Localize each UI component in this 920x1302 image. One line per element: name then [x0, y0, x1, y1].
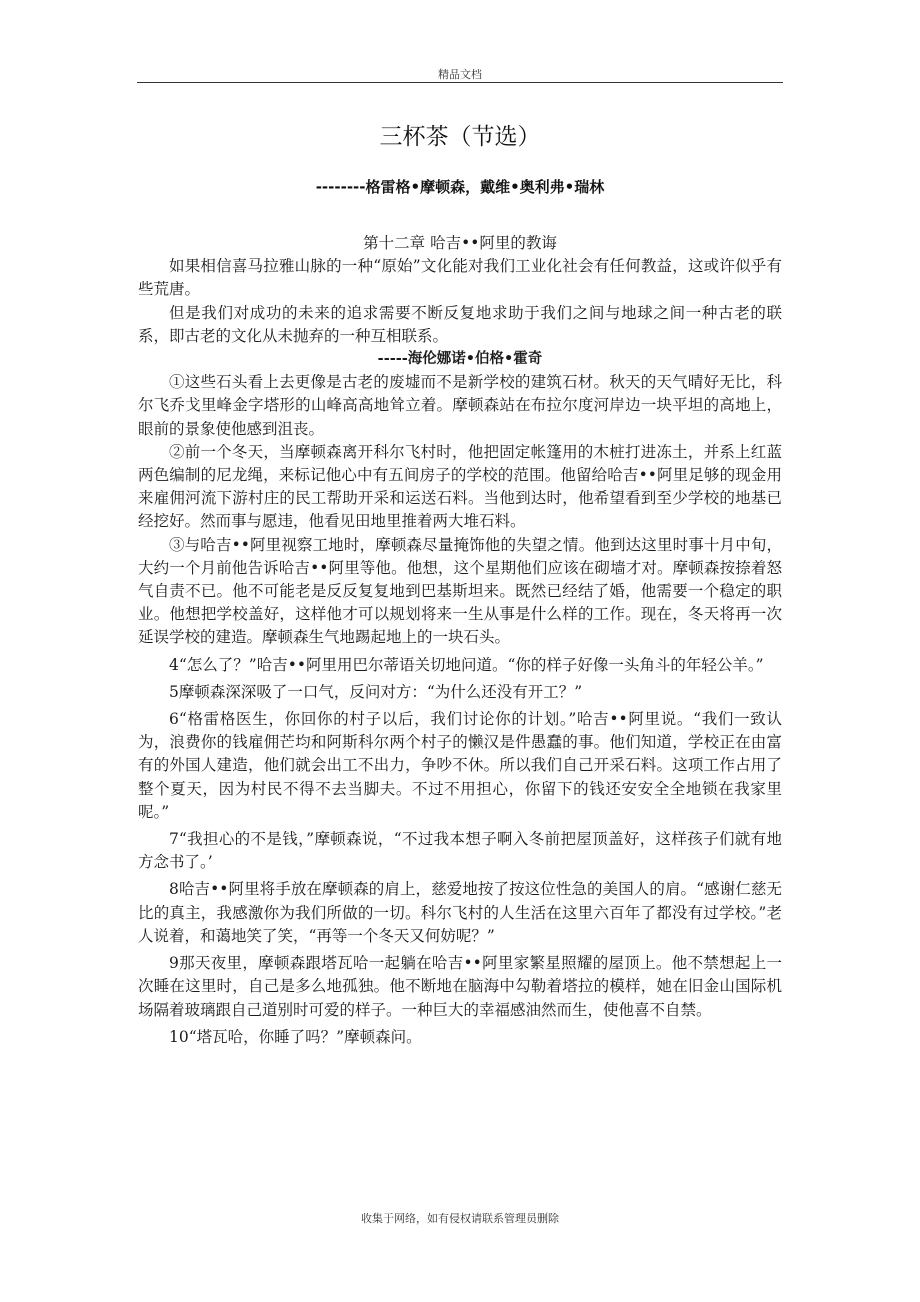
body-paragraph: 4“怎么了？”哈吉••阿里用巴尔蒂语关切地问道。“你的样子好像一头角斗的年轻公羊。”: [169, 655, 764, 674]
epigraph-paragraph-2: 但是我们对成功的未来的追求需要不断反复地求助于我们之间与地球之间一种古老的联系，即古老的文化从未抛弃的一种互相联系。: [138, 303, 782, 345]
footer-label: 收集于网络，如有侵权请联系管理员删除: [361, 1212, 559, 1225]
body-paragraph: 6“格雷格医生，你回你的村子以后，我们讨论你的计划。”哈吉••阿里说。“我们一致认为，浪费你的钱雇佣芒均和阿斯科尔两个村子的懒汉是件愚蠢的事。他们知道，学校正在由富有的外国人建造，他们就会出工不出力，争吵不休。所以我们自己开采石料。这项工作占用了整个夏天，因为村民不得不去当脚夫。不过不用担心，你留下的钱还安安全全地锁在我家里呢。”: [138, 710, 782, 821]
epigraph-paragraph: 如果相信喜马拉雅山脉的一种“原始”文化能对我们工业化社会有任何教益，这或许似乎有些荒唐。: [138, 257, 782, 299]
body-paragraph: 9那天夜里，摩顿森跟塔瓦哈一起躺在哈吉••阿里家繁星照耀的屋顶上。他不禁想起上一次睡在这里时，自己是多么地孤独。他不断地在脑海中勾勒着塔拉的模样，她在旧金山国际机场隔着玻璃跟自己道别时可爱的样子。一种巨大的幸福感油然而生，使他喜不自禁。: [138, 954, 782, 1019]
document-title: 三杯茶（节选）: [379, 124, 541, 150]
epigraph-author: -----海伦娜诺•伯格•霍奇: [377, 351, 543, 368]
body-paragraph: 5摩顿森深深吸了一口气，反问对方：“为什么还没有开工？”: [169, 682, 583, 701]
header-label: 精品文档: [438, 68, 482, 81]
body-paragraph: 10“塔瓦哈，你睡了吗？”摩顿森问。: [169, 1027, 422, 1046]
author-line: --------格雷格•摩顿森，戴维•奥利弗•瑞林: [315, 178, 605, 196]
body-paragraph: ②前一个冬天，当摩顿森离开科尔飞村时，他把固定帐篷用的木桩打进冻土，并系上红蓝两色编制的尼龙绳，来标记他心中有五间房子的学校的范围。他留给哈吉••阿里足够的现金用来雇佣河流下游村庄的民工帮助开采和运送石料。当他到达时，他希望看到至少学校的地基已经挖好。然而事与愿违，他看见田地里推着两大堆石料。: [138, 442, 782, 531]
chapter-title: 第十二章 哈吉••阿里的教诲: [363, 234, 557, 252]
body-paragraph: ③与哈吉••阿里视察工地时，摩顿森尽量掩饰他的失望之情。他到达这里时事十月中旬，大约一个月前他告诉哈吉••阿里等他。他想，这个星期他们应该在砌墙才对。摩顿森按捺着怒气自责不已。他不可能老是反反复复地到巴基斯坦来。既然已经结了婚，他需要一个稳定的职业。他想把学校盖好，这样他才可以规划将来一生从事是什么样的工作。现在，冬天将再一次延误学校的建造。摩顿森生气地踢起地上的一块石头。: [138, 535, 782, 647]
body-paragraph: 8哈吉••阿里将手放在摩顿森的肩上，慈爱地按了按这位性急的美国人的肩。“感谢仁慈无比的真主，我感激你为我们所做的一切。科尔飞村的人生活在这里六百年了都没有过学校。”老人说着，和蔼地笑了笑，“再等一个冬天又何妨呢？”: [138, 880, 782, 945]
body-paragraph: ①这些石头看上去更像是古老的废墟而不是新学校的建筑石材。秋天的天气晴好无比，科尔飞乔戈里峰金字塔形的山峰高高地耸立着。摩顿森站在布拉尔度河岸边一块平坦的高地上，眼前的景象使他感到沮丧。: [138, 373, 782, 438]
document-body: [138, 232, 782, 1049]
header-divider: [137, 82, 783, 83]
body-paragraph: 7“我担心的不是钱，”摩顿森说，“不过我本想子啊入冬前把屋顶盖好，这样孩子们就有地方念书了。’: [138, 830, 782, 872]
